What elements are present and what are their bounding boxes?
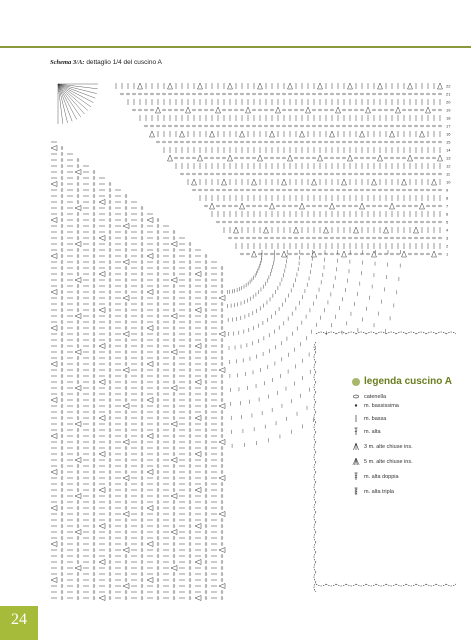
diagram-caption <box>50 59 162 66</box>
legend-title <box>352 376 467 387</box>
legend-item-label: 3 m. alte chiuse ins. <box>364 443 413 450</box>
row-number: 19 <box>446 107 451 113</box>
cluster-5-icon <box>352 457 360 466</box>
legend-item-label: catenella <box>364 393 387 400</box>
row-number: 14 <box>446 147 451 153</box>
row-number: 13 <box>446 155 451 161</box>
row-number: 18 <box>446 115 451 121</box>
row-number: 11 <box>446 171 451 177</box>
double-crochet-icon <box>352 427 360 436</box>
row-number: 20 <box>446 99 451 105</box>
legend-item-label: m. bassissima <box>364 402 399 409</box>
legend-item-label: m. bassa <box>364 415 387 422</box>
treble-crochet-icon <box>352 472 360 481</box>
row-number: 5 <box>446 219 449 225</box>
chain-stitch-icon <box>352 392 360 401</box>
row-number: 1 <box>446 251 449 257</box>
legend-item <box>352 457 467 466</box>
row-number: 8 <box>446 195 449 201</box>
legend-item <box>352 472 467 481</box>
single-crochet-icon <box>352 414 360 423</box>
row-number: 15 <box>446 139 451 145</box>
triple-treble-icon <box>352 487 360 496</box>
cluster-3-icon <box>352 442 360 451</box>
row-number: 6 <box>446 211 449 217</box>
legend-item <box>352 442 467 451</box>
legend-dot-icon <box>352 378 360 386</box>
crochet-chart <box>46 72 456 612</box>
legend-title-text: legenda cuscino A <box>364 376 452 387</box>
row-number: 4 <box>446 227 449 233</box>
legend-list <box>352 392 467 496</box>
legend-item <box>352 401 467 410</box>
row-number: 21 <box>446 91 451 97</box>
legend-item-label: m. alta <box>364 428 381 435</box>
slip-stitch-icon <box>352 401 360 410</box>
row-number: 2 <box>446 243 449 249</box>
caption-lead: Schema 3/A: <box>50 59 85 66</box>
legend-item <box>352 487 467 496</box>
legend-item-label: 5 m. alte chiuse ins. <box>364 458 413 465</box>
row-number: 7 <box>446 203 449 209</box>
row-number: 9 <box>446 187 449 193</box>
legend-item <box>352 427 467 436</box>
row-number: 10 <box>446 179 451 185</box>
caption-text: dettaglio 1/4 del cuscino A <box>86 59 162 66</box>
legend-item-label: m. alta doppia <box>364 473 399 480</box>
top-rule <box>0 46 471 48</box>
row-number: 16 <box>446 131 451 137</box>
row-number: 12 <box>446 163 451 169</box>
row-number: 3 <box>446 235 449 241</box>
legend <box>352 376 467 496</box>
legend-item <box>352 392 467 401</box>
legend-item-label: m. alta tripla <box>364 488 394 495</box>
row-number: 17 <box>446 123 451 129</box>
row-number: 22 <box>446 83 451 89</box>
page-number: 24 <box>11 611 27 628</box>
legend-item <box>352 414 467 423</box>
